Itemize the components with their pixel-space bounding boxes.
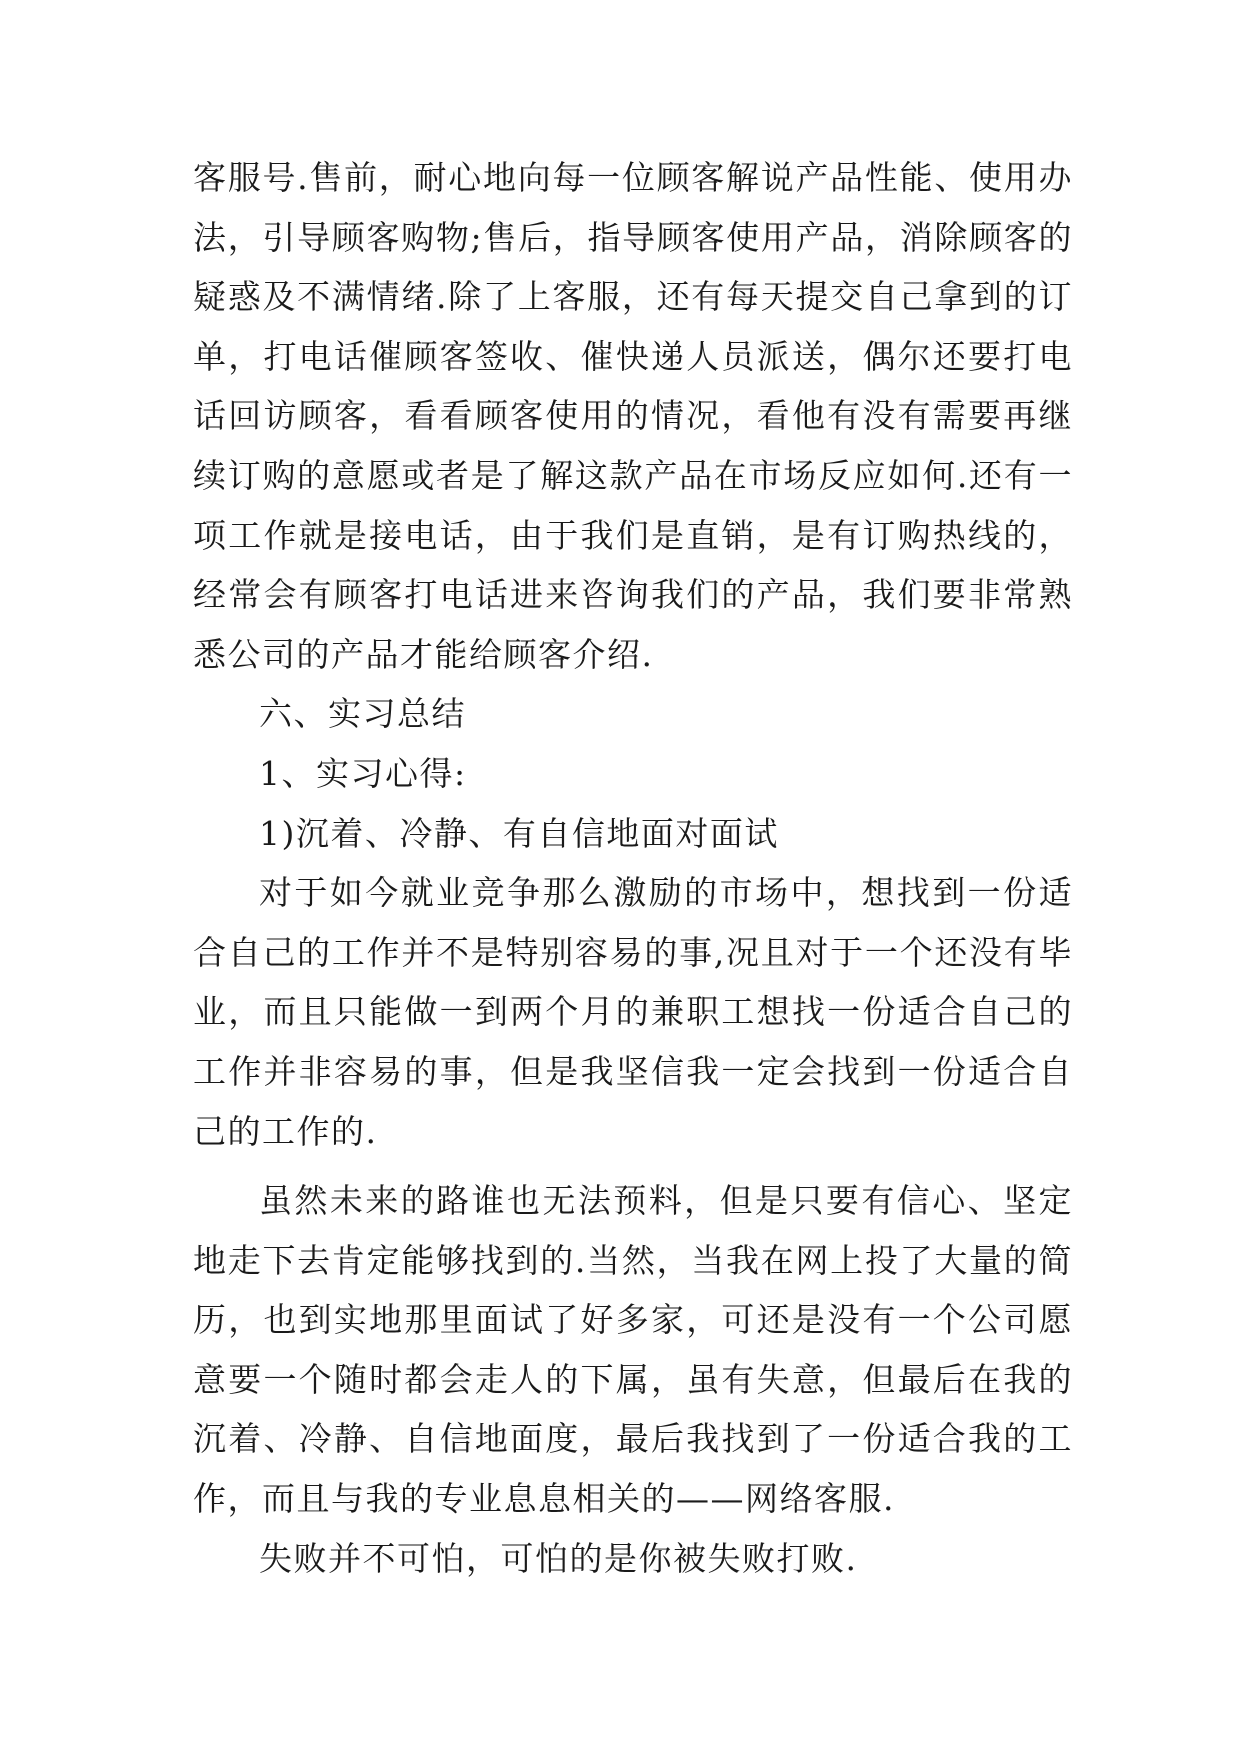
subheading-calm-confident-interview: 1)沉着、冷静、有自信地面对面试 [259, 813, 779, 853]
paragraph-finding-job: 虽然未来的路谁也无法预料，但是只要有信心、坚定地走下去肯定能够找到的.当然，当我在网上投了大量的简历，也到实地那里面试了好多家，可还是没有一个公司愿意要一个随时都会走人的下属，虽有失意，但最后在我的沉着、冷静、自信地面度，最后我找到了一份适合我的工作，而且与我的专业息息相关的——网络客服. [193, 1181, 1073, 1519]
paragraph-customer-service-duties: 客服号.售前，耐心地向每一位顾客解说产品性能、使用办法，引导顾客购物;售后，指导顾客使用产品，消除顾客的疑惑及不满情绪.除了上客服，还有每天提交自己拿到的订单，打电话催顾客签收、催快递人员派送，偶尔还要打电话回访顾客，看看顾客使用的情况，看他有没有需要再继续订购的意愿或者是了解这款产品在市场反应如何.还有一项工作就是接电话，由于我们是直销，是有订购热线的，经常会有顾客打电话进来咨询我们的产品，我们要非常熟悉公司的产品才能给顾客介绍. [193, 158, 1073, 674]
paragraph-job-search: 对于如今就业竞争那么激励的市场中，想找到一份适合自己的工作并不是特别容易的事,况且对于一个还没有毕业，而且只能做一到两个月的兼职工想找一份适合自己的工作并非容易的事，但是我坚信我一定会找到一份适合自己的工作的. [193, 873, 1073, 1151]
document-body [193, 148, 1073, 1588]
heading-internship-summary: 六、实习总结 [259, 694, 466, 734]
subheading-internship-insights: 1、实习心得: [259, 753, 467, 793]
paragraph-failure-quote: 失败并不可怕，可怕的是你被失败打败. [259, 1538, 858, 1578]
